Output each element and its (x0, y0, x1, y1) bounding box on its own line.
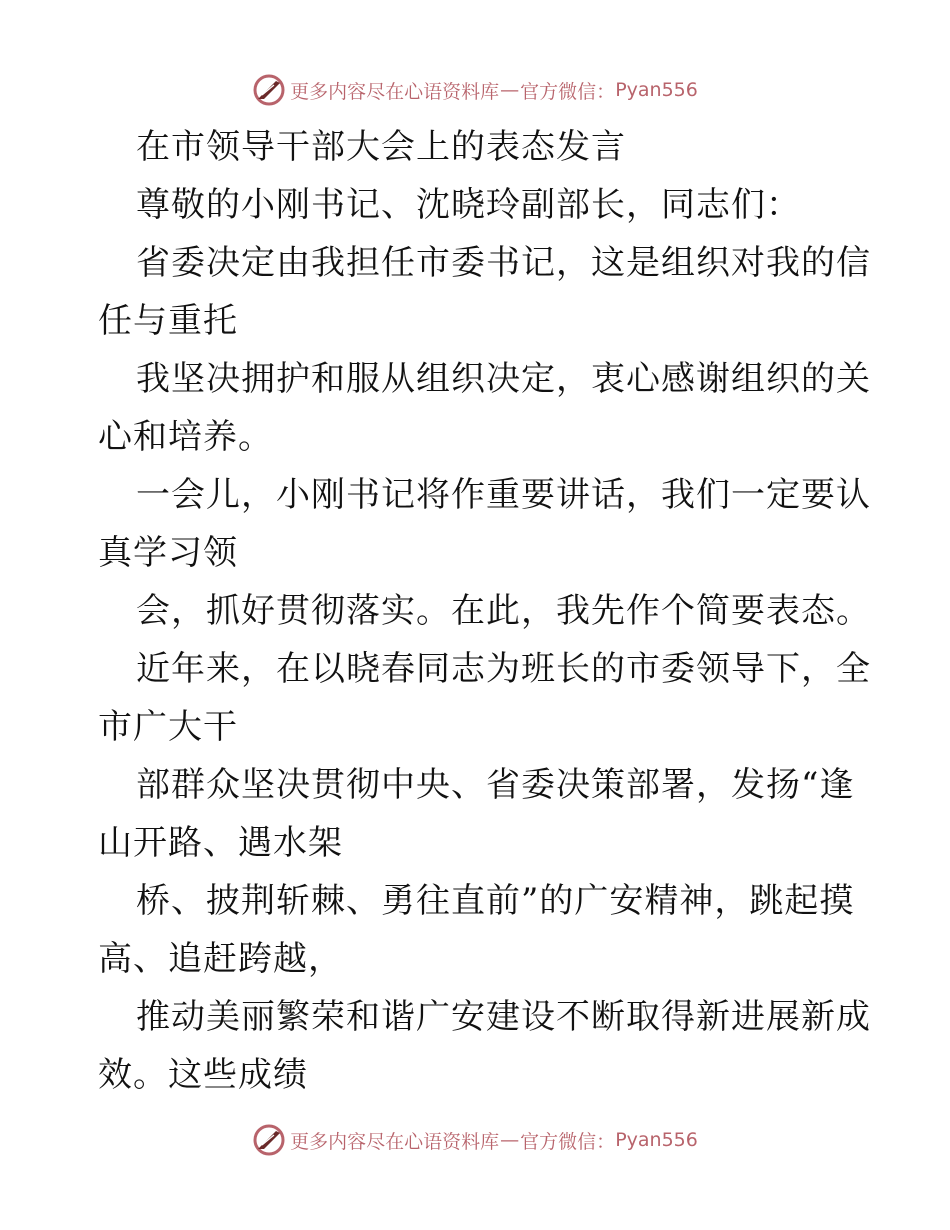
paragraph-line: 近年来，在以晓春同志为班长的市委领导下，全 (136, 649, 871, 689)
paragraph-line: 一会儿，小刚书记将作重要讲话，我们一定要认 (136, 475, 871, 515)
watermark-dash: — (500, 1129, 520, 1151)
watermark-brand: Pyan556 (615, 1129, 698, 1151)
watermark-dash: — (500, 79, 520, 101)
quill-logo-icon (252, 73, 286, 107)
paragraph-line: 推动美丽繁荣和谐广安建设不断取得新进展新成 (136, 997, 871, 1037)
paragraph-line: 任与重托 (98, 301, 238, 341)
paragraph-line: 省委决定由我担任市委书记，这是组织对我的信 (136, 243, 871, 283)
paragraph-line: 桥、披荆斩棘、勇往直前”的广安精神，跳起摸 (136, 881, 855, 921)
quill-logo-icon (252, 1123, 286, 1157)
salutation-line: 尊敬的小刚书记、沈晓玲副部长，同志们： (136, 185, 801, 225)
paragraph-line: 会，抓好贯彻落实。在此，我先作个简要表态。 (136, 591, 871, 631)
watermark-main-text: 更多内容尽在心语资料库 (290, 80, 500, 103)
paragraph-line: 心和培养。 (98, 417, 273, 457)
paragraph-line: 效。这些成绩 (98, 1055, 308, 1095)
paragraph-line: 真学习领 (98, 533, 238, 573)
watermark-official-text: 官方微信： (520, 80, 616, 103)
paragraph-line: 部群众坚决贯彻中央、省委决策部署，发扬“逢 (136, 765, 855, 805)
paragraph-line: 我坚决拥护和服从组织决定，衷心感谢组织的关 (136, 359, 871, 399)
document-title: 在市领导干部大会上的表态发言 (136, 127, 626, 167)
watermark-brand: Pyan556 (615, 79, 698, 101)
watermark-official-text: 官方微信： (520, 1130, 616, 1153)
paragraph-line: 山开路、遇水架 (98, 823, 343, 863)
paragraph-line: 市广大干 (98, 707, 238, 747)
footer-watermark (0, 1120, 950, 1160)
header-watermark (0, 70, 950, 110)
document-body (98, 118, 871, 1104)
paragraph-line: 高、追赶跨越， (98, 939, 343, 979)
watermark-main-text: 更多内容尽在心语资料库 (290, 1130, 500, 1153)
